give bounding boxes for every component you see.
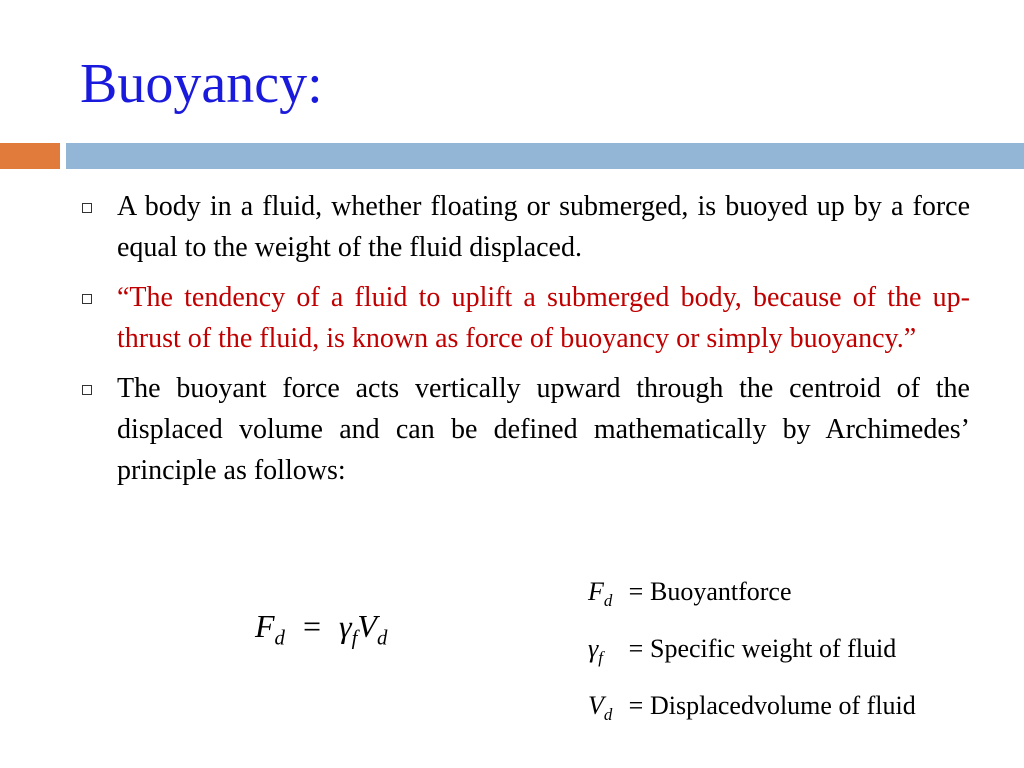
equation-rhs-symbol-2: V <box>357 608 377 644</box>
title-accent-bar-orange <box>0 143 60 169</box>
definition-equals: = <box>628 577 644 606</box>
definition-subscript: d <box>603 704 613 724</box>
equation-rhs-subscript-2: d <box>376 626 388 650</box>
definition-subscript: f <box>598 647 603 667</box>
definition-symbol: γ <box>588 633 599 663</box>
equation-rhs-subscript-1: f <box>351 626 358 650</box>
definition-symbol: V <box>588 690 604 720</box>
definition-row <box>588 682 916 739</box>
equation-operator: = <box>302 608 321 644</box>
equation-rhs-symbol-1: γ <box>339 608 352 644</box>
bullet-item <box>80 186 970 268</box>
bullet-text: A body in a fluid, whether floating or submerged, is buoyed up by a force equal to the weight of the fluid displaced. <box>117 191 970 263</box>
equation-lhs-symbol: F <box>255 608 275 644</box>
title-accent-bar-blue <box>66 143 1024 169</box>
definition-row <box>588 568 916 625</box>
square-bullet-icon <box>82 385 92 395</box>
buoyancy-equation <box>255 604 387 660</box>
bullet-text: The buoyant force acts vertically upward through the centroid of the displaced volume and can be defined mathematically by Archimedes’ principle as follows: <box>117 373 970 486</box>
square-bullet-icon <box>82 203 92 213</box>
definition-meaning: Specific weight of fluid <box>650 633 897 663</box>
definition-subscript: d <box>603 590 613 610</box>
symbol-definitions <box>588 568 916 739</box>
slide-title: Buoyancy: <box>80 53 323 115</box>
definition-equals: = <box>628 633 644 663</box>
definition-row <box>588 625 916 682</box>
bullet-item-highlight <box>80 277 970 359</box>
definition-equals: = <box>628 690 644 720</box>
bullet-item <box>80 368 970 491</box>
equation-lhs-subscript: d <box>274 626 285 650</box>
definition-symbol: F <box>588 577 604 606</box>
definition-meaning: Displacedvolume of fluid <box>650 690 916 720</box>
square-bullet-icon <box>82 294 92 304</box>
definition-meaning: Buoyantforce <box>650 577 792 606</box>
bullet-list <box>80 186 970 500</box>
bullet-text: “The tendency of a fluid to uplift a submerged body, because of the up-thrust of the fluid, is known as force of buoyancy or simply buoyancy.” <box>117 282 970 354</box>
